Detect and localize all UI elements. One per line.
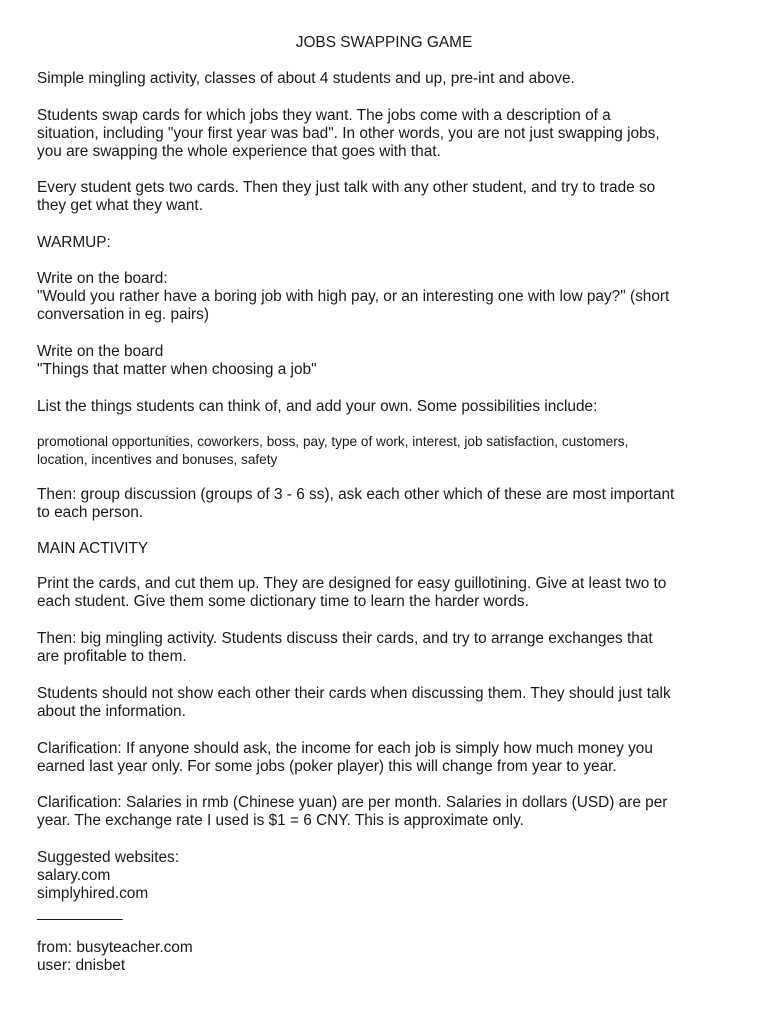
text-line: to each person. — [37, 504, 144, 522]
text-line: "Things that matter when choosing a job" — [37, 361, 317, 379]
text-line: Print the cards, and cut them up. They are designed for easy guillotining. Give at least two to — [37, 575, 667, 592]
text-line: List the things students can think of, and add your own. Some possibilities include: — [37, 398, 598, 415]
text-line: Then: group discussion (groups of 3 - 6 ss), ask each other which of these are most important — [37, 486, 675, 503]
text-line: location, incentives and bonuses, safety — [37, 452, 278, 468]
text-line: each student. Give them some dictionary time to learn the harder words. — [37, 593, 529, 611]
from-line: from: busyteacher.com — [37, 939, 193, 956]
website-simplyhired: simplyhired.com — [37, 885, 149, 903]
every-student-paragraph — [37, 179, 737, 215]
text-line: "Would you rather have a boring job with high pay, or an interesting one with low pay?" (short — [37, 288, 670, 306]
text-line: promotional opportunities, coworkers, boss, pay, type of work, interest, job satisfaction, customers, — [37, 434, 629, 449]
heading-text: WARMUP: — [37, 234, 111, 251]
website-salary: salary.com — [37, 867, 111, 885]
group-discussion-paragraph — [37, 486, 737, 522]
text-line: Students swap cards for which jobs they want. The jobs come with a description of a — [37, 107, 611, 124]
text-line: situation, including "your first year was bad". In other words, you are not just swapping jobs, — [37, 125, 660, 143]
print-cards-paragraph — [37, 575, 737, 611]
text-line: they get what they want. — [37, 197, 203, 215]
text-line: Then: big mingling activity. Students discuss their cards, and try to arrange exchanges that — [37, 630, 653, 647]
no-show-paragraph — [37, 685, 737, 721]
text-line: conversation in eg. pairs) — [37, 306, 209, 324]
user-line: user: dnisbet — [37, 957, 126, 975]
text-line: Write on the board: — [37, 270, 168, 287]
text-line: Clarification: Salaries in rmb (Chinese yuan) are per month. Salaries in dollars (USD) are per — [37, 794, 668, 811]
text-line: Write on the board — [37, 343, 164, 360]
text-line: Clarification: If anyone should ask, the income for each job is simply how much money you — [37, 740, 653, 757]
text-line: earned last year only. For some jobs (poker player) this will change from year to year. — [37, 758, 617, 776]
divider-underscores: __________ — [37, 903, 123, 921]
text-line: you are swapping the whole experience that goes with that. — [37, 143, 441, 161]
list-paragraph — [37, 398, 737, 416]
possibilities-paragraph — [37, 433, 737, 469]
intro-paragraph — [37, 70, 737, 88]
heading-text: MAIN ACTIVITY — [37, 540, 149, 557]
clarification-income-paragraph — [37, 740, 737, 776]
text-line: Every student gets two cards. Then they just talk with any other student, and try to trade so — [37, 179, 656, 196]
footer-credit — [37, 939, 737, 975]
text-line: Students should not show each other their cards when discussing them. They should just talk — [37, 685, 671, 702]
text-line: about the information. — [37, 703, 186, 721]
text-line: Suggested websites: — [37, 849, 180, 866]
write-board-paragraph-1 — [37, 270, 737, 325]
text-line: are profitable to them. — [37, 648, 187, 666]
suggested-websites — [37, 849, 737, 922]
mingling-paragraph — [37, 630, 737, 666]
swap-paragraph — [37, 107, 737, 162]
main-activity-heading — [37, 540, 737, 558]
clarification-salary-paragraph — [37, 794, 737, 830]
text-line: Simple mingling activity, classes of about 4 students and up, pre-int and above. — [37, 70, 575, 87]
text-line: year. The exchange rate I used is $1 = 6 CNY. This is approximate only. — [37, 812, 524, 830]
write-board-paragraph-2 — [37, 343, 737, 379]
warmup-heading — [37, 234, 737, 252]
page-title: JOBS SWAPPING GAME — [295, 34, 473, 51]
